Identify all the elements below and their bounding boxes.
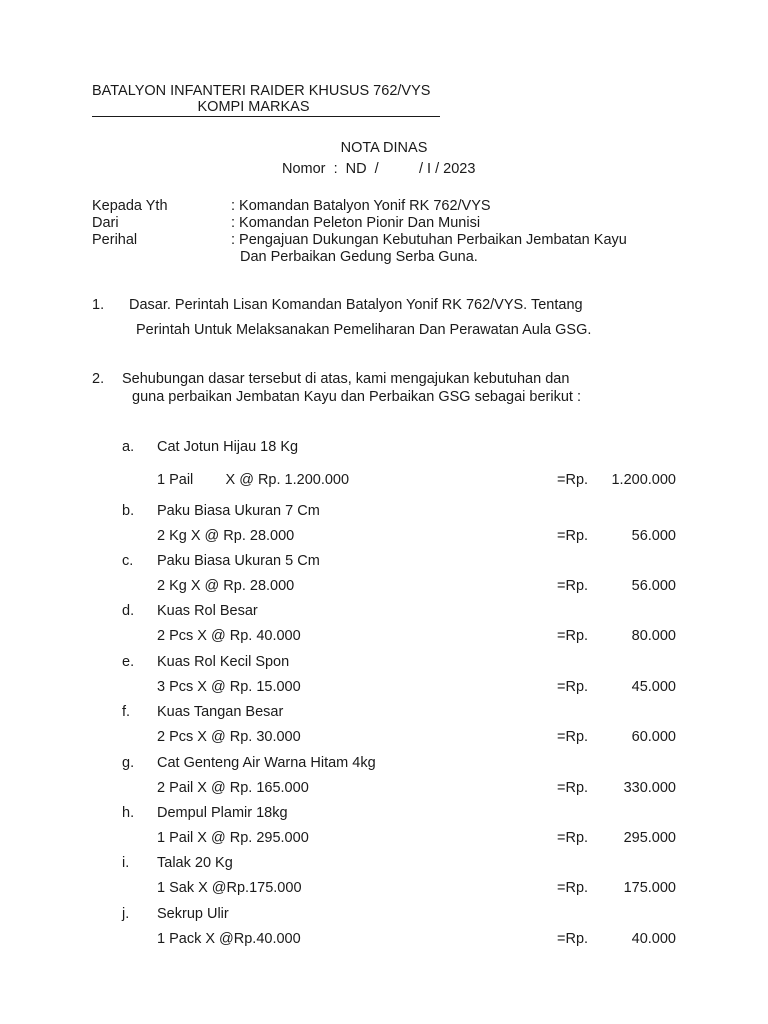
item-name: Paku Biasa Ukuran 7 Cm xyxy=(157,503,320,519)
item-name: Paku Biasa Ukuran 5 Cm xyxy=(157,553,320,569)
item-amount: 56.000 xyxy=(631,578,676,594)
perihal-value-continued: Dan Perbaikan Gedung Serba Guna. xyxy=(240,249,478,265)
item-name: Kuas Tangan Besar xyxy=(157,704,284,720)
item-amount: 175.000 xyxy=(623,880,676,896)
item-letter: h. xyxy=(122,805,135,821)
item-currency-label: =Rp. xyxy=(557,729,589,745)
item-letter: a. xyxy=(122,439,135,455)
item-quantity-price: 2 Pail X @ Rp. 165.000 xyxy=(157,780,309,796)
item-currency-label: =Rp. xyxy=(557,679,589,695)
item-amount: 56.000 xyxy=(631,528,676,544)
paragraph-2-line-1: Sehubungan dasar tersebut di atas, kami mengajukan kebutuhan dan xyxy=(122,371,570,387)
item-currency-label: =Rp. xyxy=(557,780,589,796)
item-quantity-price: 1 Sak X @Rp.175.000 xyxy=(157,880,302,896)
item-currency-label: =Rp. xyxy=(557,472,589,488)
item-amount: 60.000 xyxy=(631,729,676,745)
unit-name: BATALYON INFANTERI RAIDER KHUSUS 762/VYS xyxy=(92,83,431,99)
item-quantity-price: 2 Kg X @ Rp. 28.000 xyxy=(157,578,295,594)
item-currency-label: =Rp. xyxy=(557,578,589,594)
item-amount: 1.200.000 xyxy=(611,472,676,488)
paragraph-1-line-1: Dasar. Perintah Lisan Komandan Batalyon Yonif RK 762/VYS. Tentang xyxy=(129,297,583,313)
item-currency-label: =Rp. xyxy=(557,931,589,947)
item-amount: 45.000 xyxy=(631,679,676,695)
item-currency-label: =Rp. xyxy=(557,628,589,644)
dari-value: : Komandan Peleton Pionir Dan Munisi xyxy=(231,215,481,231)
item-quantity-price: 3 Pcs X @ Rp. 15.000 xyxy=(157,679,301,695)
sub-unit-name: KOMPI MARKAS xyxy=(197,99,310,115)
dari-label: Dari xyxy=(92,215,119,231)
item-letter: g. xyxy=(122,755,135,771)
kepada-value: : Komandan Batalyon Yonif RK 762/VYS xyxy=(231,198,491,214)
item-letter: i. xyxy=(122,855,130,871)
item-quantity-price: 1 Pack X @Rp.40.000 xyxy=(157,931,301,947)
item-quantity-price: 2 Pcs X @ Rp. 40.000 xyxy=(157,628,301,644)
document-title: NOTA DINAS xyxy=(340,140,428,156)
paragraph-2-line-2: guna perbaikan Jembatan Kayu dan Perbaikan GSG sebagai berikut : xyxy=(132,389,581,405)
item-letter: b. xyxy=(122,503,135,519)
item-amount: 40.000 xyxy=(631,931,676,947)
paragraph-1-line-2: Perintah Untuk Melaksanakan Pemeliharan Dan Perawatan Aula GSG. xyxy=(136,322,592,338)
item-currency-label: =Rp. xyxy=(557,880,589,896)
item-amount: 330.000 xyxy=(623,780,676,796)
item-letter: e. xyxy=(122,654,135,670)
item-letter: d. xyxy=(122,603,135,619)
item-quantity-price: 2 Kg X @ Rp. 28.000 xyxy=(157,528,295,544)
item-currency-label: =Rp. xyxy=(557,830,589,846)
item-name: Cat Genteng Air Warna Hitam 4kg xyxy=(157,755,376,771)
item-letter: j. xyxy=(122,906,130,922)
document-number: Nomor : ND / / I / 2023 xyxy=(282,161,476,177)
item-name: Dempul Plamir 18kg xyxy=(157,805,288,821)
perihal-value: : Pengajuan Dukungan Kebutuhan Perbaikan Jembatan Kayu xyxy=(231,232,627,248)
perihal-label: Perihal xyxy=(92,232,138,248)
header-underline xyxy=(92,116,440,117)
item-name: Kuas Rol Besar xyxy=(157,603,258,619)
paragraph-1-number: 1. xyxy=(92,297,105,313)
item-letter: f. xyxy=(122,704,131,720)
item-currency-label: =Rp. xyxy=(557,528,589,544)
item-name: Cat Jotun Hijau 18 Kg xyxy=(157,439,299,455)
item-amount: 295.000 xyxy=(623,830,676,846)
kepada-label: Kepada Yth xyxy=(92,198,168,214)
item-name: Kuas Rol Kecil Spon xyxy=(157,654,290,670)
item-quantity-price: 2 Pcs X @ Rp. 30.000 xyxy=(157,729,301,745)
item-amount: 80.000 xyxy=(631,628,676,644)
item-quantity-price: 1 Pail X @ Rp. 1.200.000 xyxy=(157,472,350,488)
item-name: Sekrup Ulir xyxy=(157,906,229,922)
paragraph-2-number: 2. xyxy=(92,371,105,387)
item-name: Talak 20 Kg xyxy=(157,855,233,871)
item-quantity-price: 1 Pail X @ Rp. 295.000 xyxy=(157,830,309,846)
item-letter: c. xyxy=(122,553,134,569)
